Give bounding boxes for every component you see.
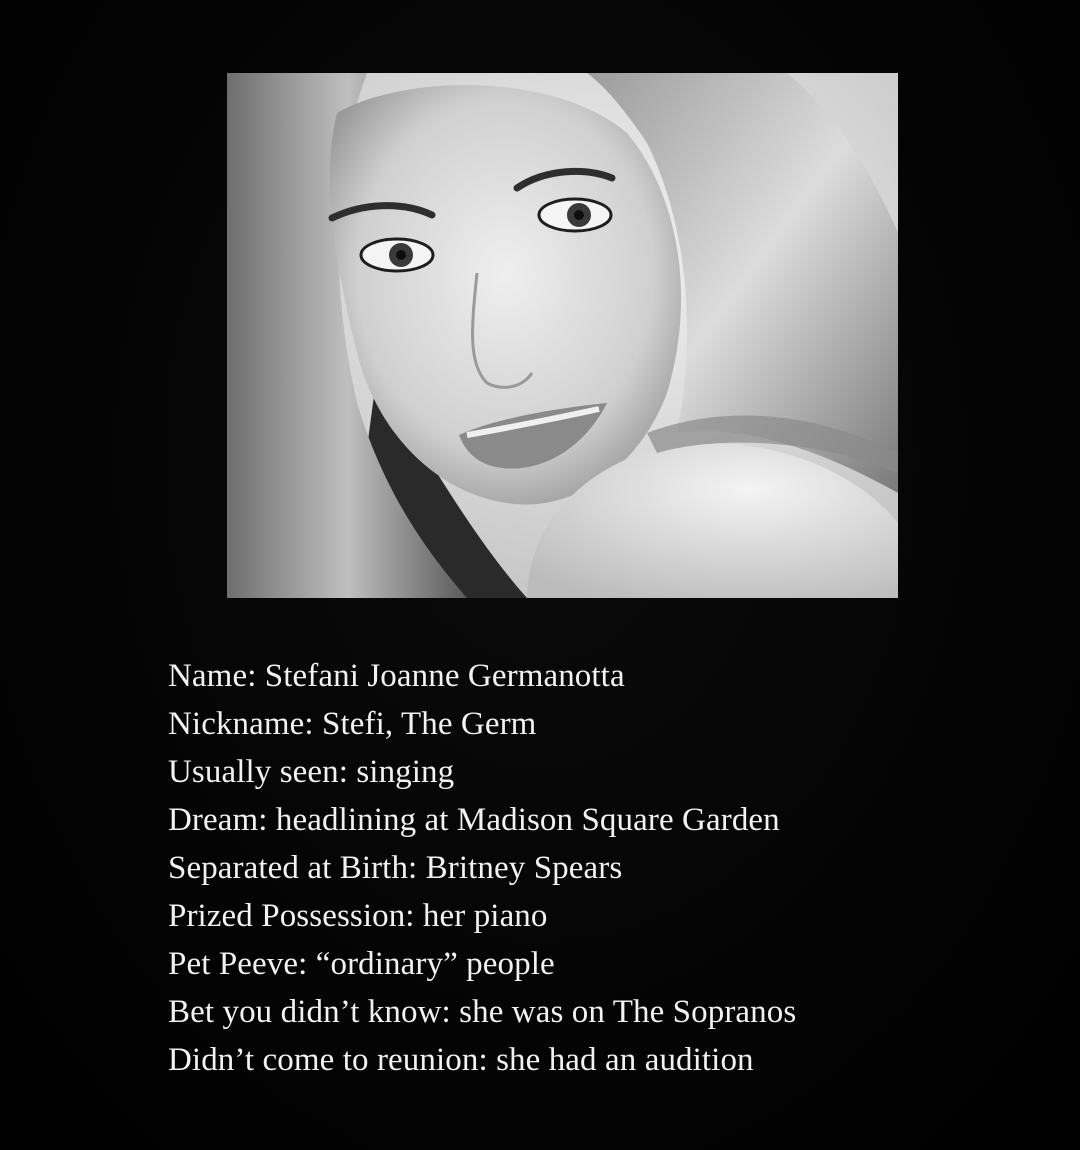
bio-line-prized-possession: Prized Possession: her piano [168,898,548,934]
portrait-photo [227,73,898,598]
bio-line-nickname: Nickname: Stefi, The Germ [168,706,537,742]
bio-line-pet-peeve: Pet Peeve: “ordinary” people [168,946,555,982]
bio-list [168,652,1028,1084]
bio-line-usually-seen: Usually seen: singing [168,754,455,790]
bio-line-separated-at-birth: Separated at Birth: Britney Spears [168,850,623,886]
bio-line-reunion: Didn’t come to reunion: she had an audition [168,1042,754,1078]
bio-line-dream: Dream: headlining at Madison Square Garden [168,802,780,838]
bio-line-name: Name: Stefani Joanne Germanotta [168,658,625,694]
bio-line-bet-you-didnt-know: Bet you didn’t know: she was on The Sopranos [168,994,797,1030]
